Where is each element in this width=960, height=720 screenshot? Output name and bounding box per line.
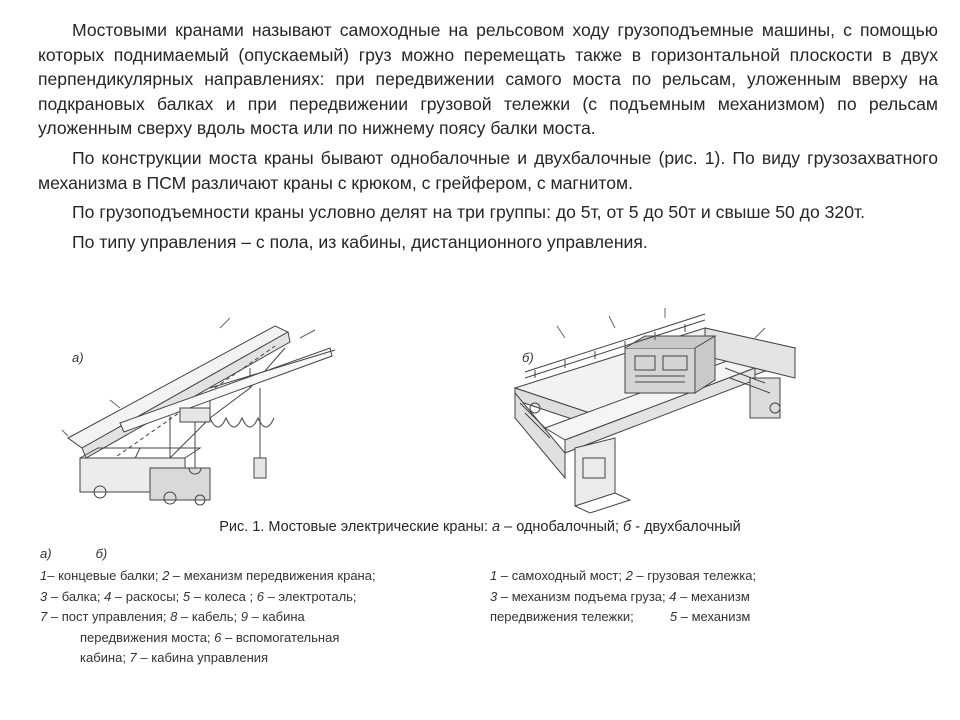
figure-double-girder-crane xyxy=(505,308,805,516)
legend-text: – кабина xyxy=(247,609,305,624)
legend-text: – кабина управления xyxy=(136,650,269,665)
legend-text: – балка; xyxy=(47,588,105,604)
legend-single-girder xyxy=(40,566,480,669)
legend-heading xyxy=(40,544,151,565)
legend-number: 7 xyxy=(129,650,137,665)
paragraph-control: По типу управления – с пола, из кабины, дистанционного управления. xyxy=(72,231,648,252)
legend-text: – самоходный мост; xyxy=(497,568,626,583)
legend-number: 2 xyxy=(162,568,170,583)
legend-number: 1 xyxy=(40,568,48,583)
paragraph-capacity: По грузоподъемности краны условно делят на три группы: до 5т, от 5 до 50т и свыше 50 до 320т. xyxy=(72,202,865,223)
caption-b-letter: б xyxy=(623,519,632,535)
legend-a-line-2 xyxy=(40,587,480,608)
legend-head-b: б) xyxy=(95,546,108,561)
legend-number: 3 xyxy=(40,588,48,604)
legend-number: 9 xyxy=(240,609,248,624)
legend-number: 5 xyxy=(669,609,678,624)
legend-number: 4 xyxy=(669,588,677,604)
caption-a-letter: а xyxy=(492,519,501,535)
legend-text: – пост управления; xyxy=(47,609,171,624)
legend-b-line-3 xyxy=(490,607,910,628)
legend-b-line-2 xyxy=(490,587,910,608)
legend-a-line-4 xyxy=(40,628,480,649)
legend-a-line-5 xyxy=(40,648,480,669)
legend-head-a: а) xyxy=(40,546,52,561)
legend-text: – колеса ; xyxy=(190,588,257,604)
legend-number: 6 xyxy=(214,629,222,645)
legend-text: передвижения моста; xyxy=(80,629,215,645)
double-girder-crane-drawing xyxy=(505,308,805,516)
legend-text: – концевые балки; xyxy=(47,568,163,583)
legend-a-line-3 xyxy=(40,607,480,628)
figure-b-label: б) xyxy=(522,350,534,365)
legend-text: – механизм xyxy=(676,588,750,604)
caption-b-text: - двухбалочный xyxy=(631,519,741,535)
legend-text: кабина; xyxy=(80,650,130,665)
legend-text: – раскосы; xyxy=(111,588,183,604)
legend-number: 5 xyxy=(182,588,191,604)
legend-text: – электроталь; xyxy=(263,588,357,604)
paragraph-construction: По конструкции моста краны бывают однобалочные и двухбалочные (рис. 1). По виду грузозахватного механизма в ПСМ различают краны с крюком, с грейфером, с магнитом. xyxy=(38,147,938,193)
legend-number: 8 xyxy=(170,609,178,624)
legend-text: – грузовая тележка; xyxy=(632,568,757,583)
legend-text: – кабель; xyxy=(177,609,241,624)
legend-number: 2 xyxy=(625,568,633,583)
legend-text: – механизм передвижения крана; xyxy=(169,568,376,583)
legend-number: 4 xyxy=(104,588,112,604)
legend-text: – механизм подъема груза; xyxy=(497,588,670,604)
legend-text: – вспомогательная xyxy=(221,629,340,645)
figure-single-girder-crane xyxy=(60,308,340,516)
caption-prefix: Рис. 1. Мостовые электрические краны: xyxy=(219,519,493,535)
figure-caption xyxy=(0,519,960,535)
figure-a-label: а) xyxy=(72,350,84,365)
legend-a-line-1 xyxy=(40,566,480,587)
legend-number: 3 xyxy=(490,588,498,604)
paragraph-definition: Мостовыми кранами называют самоходные на рельсовом ходу грузоподъемные машины, с помощью которых поднимаемый (опускаемый) груз можно перемещать также в горизонтальной плоскости в двух перпендикулярных направлениях: при передвижении самого моста по рельсам, уложенным вверху на подкрановых балках и при передвижении грузовой тележки (с подъемным механизмом) по рельсам уложенным сверху вдоль моста или по нижнему поясу балки моста. xyxy=(38,20,938,139)
caption-a-text: – однобалочный; xyxy=(500,519,624,535)
legend-number: 1 xyxy=(490,568,498,583)
legend-b-line-1 xyxy=(490,566,910,587)
legend-double-girder xyxy=(490,566,910,628)
legend-number: 7 xyxy=(40,609,48,624)
single-girder-crane-drawing xyxy=(60,308,340,516)
legend-number: 6 xyxy=(256,588,264,604)
body-text xyxy=(38,18,938,259)
legend-text: передвижения тележки; xyxy=(490,609,670,624)
legend-text: – механизм xyxy=(677,609,751,624)
